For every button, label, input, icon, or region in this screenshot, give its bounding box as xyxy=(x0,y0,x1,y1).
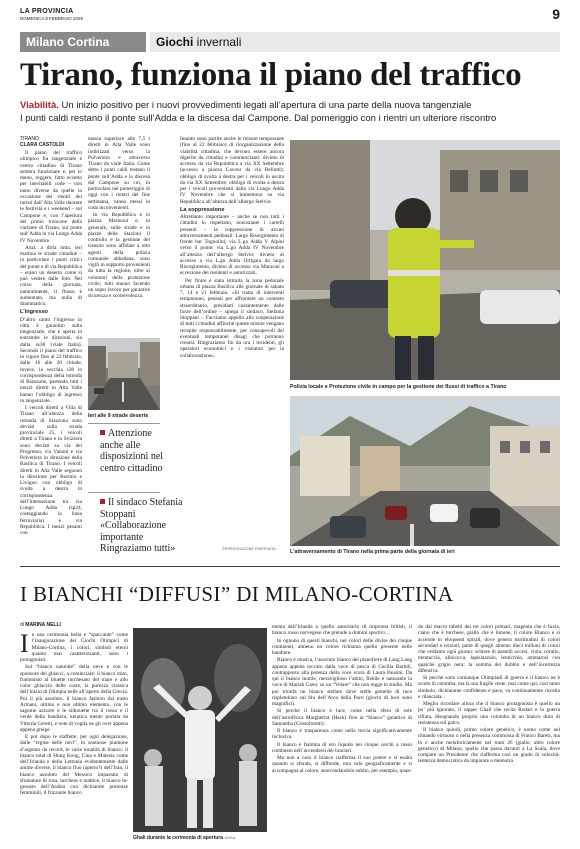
paragraph: n una cerimonia bella e “spaccante” come l’inaugurazione dei Giochi Olimpici di Milano-Cortina, i colori, simboli eterni quanto mai caratterizzanti, sono i protagonisti. xyxy=(20,632,128,663)
photo-ceremony-graphic xyxy=(133,628,267,832)
pull-quote-2 xyxy=(100,497,184,555)
photo-tirano-crossing xyxy=(290,396,560,546)
photo-caption xyxy=(133,835,267,841)
paragraph: Il piano del traffico olimpico fra tangenziale e centro cittadino di Tirano sembra funzionare e, per lo meno, reggere, fatto eccetto per inevitabili code – non tanto diverse da quelle in occasione dei rientri dei turisti dall’Alta Valle durante le festività e i weekend – sul Campone e, con l’apertura del primo troncone della variante di Tirano, sul ponte sull’Adda in via Lungo Adda IV Novembre. xyxy=(20,150,82,244)
paragraph: Ma non a caso il bianco riafferma il suo potere e si esalta quando si sfonda, si diffonde, non solo geograficamente e si accompagna al colore, assecondandolo subito, per esempio, quan- xyxy=(272,755,412,774)
photo-ceremony xyxy=(133,628,267,832)
drop-cap: I xyxy=(20,629,29,658)
photo-caption: Polizia locale e Protezione civile in campo per la gestione dei flussi di traffico a Tirano xyxy=(290,384,507,390)
deck-line-2: I punti caldi restano il ponte sull’Adda e la discesa dal Campone. Dal pomeriggio con i rientri un ulteriore riscontro xyxy=(20,112,497,124)
deck-line-1: Un inizio positivo per i nuovi provvedimenti legati all’apertura di una parte della nuova tangenziale xyxy=(58,100,472,111)
dateline: TIRANO xyxy=(20,136,39,142)
pull-quote-1 xyxy=(100,428,170,474)
photo-police-traffic-graphic xyxy=(290,140,560,380)
paragraph: Si perché il bianco è luce, come nella sfera di sole dell’astrofisica Margherita (Hack) fino al “bianco” galattico di Samantha (Cristoforetti). xyxy=(272,708,412,727)
section-label-left: Milano Cortina xyxy=(20,32,146,52)
page-title: Tirano, funziona il piano del traffico xyxy=(20,57,522,93)
masthead xyxy=(20,8,560,30)
article-column-1 xyxy=(20,136,82,561)
newspaper-name: LA PROVINCIA xyxy=(20,8,74,15)
article-2-column-1 xyxy=(20,629,128,842)
article-2-byline xyxy=(20,622,61,628)
paragraph: Per finire è stata istituita la zona pedonale urbana di piazza Basilica alle giornate di sabato 7, 14 e 21 febbraio. «Si tratta di interventi temporanei, pensati per affrontare un contesto straordinario, presidiati costantemente dalle forze dell’ordine – spiega il sindaco, Stefania Stoppani -. Facciamo appello alla cooperazione di tutti i cittadini affinché queste misure vengano recepite responsabilmente, per consapevoli dei eventuali temporanei disagi che potranno crearsi. Ringraziamo fin da ora i residenti, gli operatori economici e i visitatori per la collaborazione». xyxy=(180,277,284,359)
pull-quote-2-text: Il sindaco Stefania Stoppani «Collaborazione importante Ringraziamo tutti» xyxy=(100,497,183,554)
paragraph: do dai macro tabelti dei tre colori primari, magenta che è fuxia, ciano che è turchese, giallo che è limone, il colore Bianco è si accende in eloquenti spirali, dove genera moltitudini di colori secondari e terziari, parte di quegli almeno dieci milioni di colori che vediamo ogni giorno: schiere di pastelli accesi, viola, corallo, mentuccia, albicocca, lapislazzulo, lenticchio, ammarosi con qualche grigio nera: la somma del dubbio e dell’incertezza difensiva. xyxy=(418,624,560,674)
photo-empty-street xyxy=(88,338,160,410)
paragraph: Intanto sono partite anche le misure temporanee (fino al 22 febbraio) di riorganizzazione della viabilità cittadina, che devono essere ancora digerite da cittadini e commercianti: divieto di accesso da via Repubblica a via XX Settembre (accesso a piazza Cavour da via Bellotti); obbligo di svolta a destra per i veicoli in uscita da via XX Settembre; obbligo di svolta a destra per i veicoli provenienti dalla via Lungo Adda IV Novembre che si immettono su via Repubblica all’altezza dell’albergo Stelvio. xyxy=(180,136,284,205)
paragraph: E poi dopo le staffette, per ogni delegazione, dalle “regine delle nevi”, in sontuose piumone d’argento da record, le varie tonalità di bianco: il bianco total di Hong Kong, Cina e Malesia come dell’Irlanda e della Lettonia evidentemente dalle anime diverse, il bianco fluo (aperto?) dell’Iran, il bianco assoluto del Messico impastato di sfumature di rosa, turchese e mattice, il bianco in-gessato dell’Arabia con dichiarate presenze femminili, il frizzante bianco xyxy=(20,734,128,797)
section-bar xyxy=(20,32,560,52)
paragraph: I veicoli diretti a Villa di Tirano all’altezza della rotonda di Stazzona sono deviati sulla strada provinciale 25, i veicoli diretti a Tirano e in Svizzera sono deviati su via del Progresso, via Vanoni e via Polveriera in direzione della Basilica di Tirano. I veicoli diretti in Alta Valle seguono la direzione per Bormio e Livigno con obbligo di svolta a destra in corrispondenza dell’intersezione tra via Lungo Adda (sp24, costeggiando la linea ferroviaria) e via Repubblica. I mezzi pesanti con xyxy=(20,405,82,536)
pull-quote-1-text: Attenzione anche alle disposizioni nel centro cittadino xyxy=(100,428,164,474)
photo-caption-text: Ghali durante la cerimonia di apertura xyxy=(133,835,224,841)
paragraph: massa superiore alle 7,5 t diretti in Alta Valle sono indirizzati verso la Polveriera e attraverso Tirano da viale Italia. Come detto i punti caldi restano il ponte sull’Adda e la discesa dal Campone su cui, in particolare nel pomeriggio di oggi con i rientri del fine settimana, vanno messi in coda inconvenienti. xyxy=(88,136,150,211)
photo-caption: Ieri alle 9 strade deserte xyxy=(88,413,149,419)
bullet-icon xyxy=(100,430,105,435)
author-name: MARINA NELLI xyxy=(25,622,61,628)
paragraph: Meglio ricordare allora che il bianco protagonista è quello un po’ più ignorato, il rapper Ghali che recita Rodari e la guerra rifiuta, disegnando proprio una colomba di un bianco duro di resistenza sul palco. xyxy=(418,701,560,726)
paragraph: In via Repubblica e in piazza Marinoni e, in generale, sulle strade e in piazze delle Stazioni il controllo e la gestione del transito sono affidate a otto agenti della polizia comunale abbadana, sono vigili in supporto provenienti da tutta la regione, oltre ai volontari della protezione civile; tutti stanno facendo un super lavoro per garantire sicurezza e scorrevolezza. xyxy=(88,212,150,300)
paragraph: Sul “bianco naturale” della neve e con le sponsore dei ghiacci, a cominciare: il bianco mito, frammisto al bluette turchesato del mare e allo color ghiaccio delle coste, la purezza classica dell’inizio di Olimpia nelle all’aperto della Grecia. Poi il più assoluto, il bianco fashion dal tratto Armani, ultimo e non ultimo elemento, con le sagome azzurre e le silhouette tra il rosso e il verde della bandiera, keratica mente portata da Vittoria Ceretti, e note di voglia ne gli over appena appena greige. xyxy=(20,664,128,733)
photo-police-traffic xyxy=(290,140,560,380)
article-2-title: I BIANCHI “DIFFUSI” DI MILANO-CORTINA xyxy=(20,582,454,606)
paragraph: D’altro canto l’ingresso in città è garantito sulla tangenziale, che è aperta in entrambe le direzioni, sia dalla ss38 (viale Italia). Secondo il piano del traffico in vigore fino al 22 febbraio, dalle 16 alle 20 chiude, invece, la vecchia s38 in corrispondenza della rotonda di Bianzone, partendo tutti i mezzi diretti in Alta Valle hanno l’obbligo di ingresso in tangenziale. xyxy=(20,316,82,404)
page-number: 9 xyxy=(552,6,560,22)
photo-caption: L’attraversamento di Tirano nella prima parte della giornata di ieri xyxy=(290,549,455,555)
article-column-3 xyxy=(180,136,284,561)
subheading: L’ingresso xyxy=(20,309,48,316)
section-divider xyxy=(20,566,560,567)
divider xyxy=(88,492,160,493)
author-prefix: di xyxy=(20,622,26,628)
paragraph: Il bianco quindi, primo colore genetico, è uomo come nel rimando virtuoso o nella presenza commossa di Franco Baresi, ma lo è anche metaforicamente nel tram 26 (giallo, altro colore genetico) di Milano, quello che passa davanti a La Scala, dove compare un Presidente che riafferma così un grado di velocità-lentezza democratica da imparare a memoria. xyxy=(418,727,560,765)
photo-empty-street-graphic xyxy=(88,338,160,410)
photo-tirano-crossing-graphic xyxy=(290,396,560,546)
paragraph: Altrettanto importante – anche se non tutti i cittadini lo rispettano, nonostante i cartelli presenti – la soppressione di alcuni attraversamenti pedonali: Largo Risorgimento di fronte bar Tognolini; via L.go Adda V Alpini verso il ponte; via L.go Adda IV Novembre all’altezza dell’albergo Stelvio; divieto di accesso a via L.go Adda Ortigara da largo Risorgimento, divieto di accesso via Manzoni a eccezione dei residenti e autorizzati. xyxy=(180,214,284,277)
paragraph: menta dell’Irlanda o quello autoritario di impronta british, il bianco rosso norvegese che prelude a domini sportivi… xyxy=(272,624,412,637)
paragraph: Il bianco è trasparenza come nella torcia significativamente inclusiva. xyxy=(272,728,412,741)
deck-keyword: Viabilità. xyxy=(20,100,59,111)
paragraph: Si perché sono comunque Olimpiadi di guerra e il bianco ne è scudo di colomba, ma la sua fragile veste, mai come qui, così tanto simbolo, dichiarante confidenze e pace, va continuamente riscelta e rilanciata. xyxy=(418,675,560,700)
paragraph: In ognuno di questi bianchi, nei colori delle divise dei cinque continenti, almeno un colore richiama quello presente nelle bandiere. xyxy=(272,637,412,656)
paragraph: Bianco è musica, l’assoluto bianco del pianoforte di Lang Lang appena appena toccato dalla voce di pesca di Cecilia Bartoli, contrapposto alla potenza della voce scura di Laura Pausini. Da qui il bianco inutile, meraviglioso l’abito, flebile e naturante la voce di Mariah Carey su un “Volare” che non regge lo studio. Ma poi trionfa un bianco stellare dove stelle gemelle di luce risplendono sul blu dell’Arco della Pace (giochi di luce sono magnifici). xyxy=(272,657,412,707)
section-label-rest: invernali xyxy=(193,35,242,49)
subheading: La soppressione xyxy=(180,206,225,213)
photo-credit: ANSA xyxy=(224,835,236,840)
bullet-icon xyxy=(100,499,105,504)
copyright-note: ©RIPRODUZIONE RISERVATA xyxy=(222,547,276,551)
author-name: CLARA CASTOLDI xyxy=(20,142,65,148)
paragraph: Anzi, a dirla tutta, ieri mattina le strade cittadine – in particolare i punti critici del ponte e di via Repubblica – erano un deserto come si può vedere dalle foto. Nel corso della giornata, naturalmente, il flusso è aumentato, ma nulla di drammatico. xyxy=(20,244,82,307)
divider xyxy=(88,423,160,424)
section-label-right xyxy=(146,32,560,52)
paragraph: Il bianco è fiamma di oro liquido nei cinque cerchi a rosso combusto nell’accendersi dei bracieri. xyxy=(272,741,412,754)
section-label-bold: Giochi xyxy=(156,35,194,49)
deck xyxy=(20,100,560,125)
article-2-column-2 xyxy=(272,624,412,844)
issue-date: DOMENICA 8 FEBBRAIO 2026 xyxy=(20,16,84,21)
article-2-column-3 xyxy=(418,624,560,844)
